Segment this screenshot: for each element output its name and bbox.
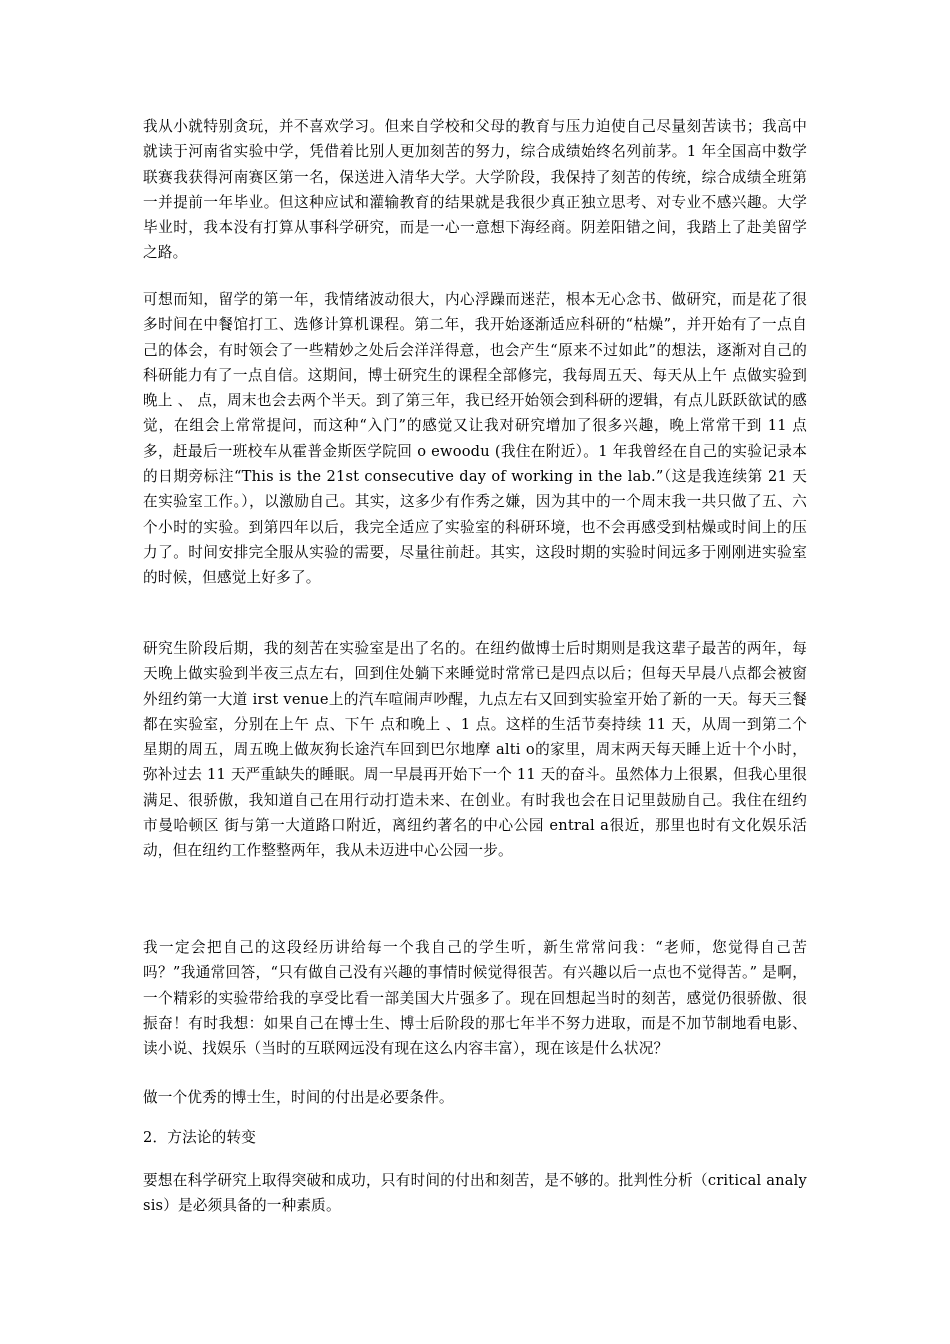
paragraph-students: 我一定会把自己的这段经历讲给每一个我自己的学生听，新生常常问我：“老师，您觉得自己苦吗？”我通常回答，“只有做自己没有兴趣的事情时候觉得很苦。有兴趣以后一点也不觉得苦。” 是啊，一个精彩的实验带给我的享受比看一部美国大片强多了。现在回想起当时的刻苦，感觉仍很骄傲、很振奋！有时我想：如果自己在博士生、博士后阶段的那七年半不努力进取，而是不加节制地看电影、读小说、找娱乐（当时的互联网远没有现在这么内容丰富），现在该是什么状况？ <box>143 939 807 1058</box>
section-heading: 2．方法论的转变 <box>143 1129 257 1146</box>
paragraph-childhood: 我从小就特别贪玩，并不喜欢学习。但来自学校和父母的教育与压力迫使自己尽量刻苦读书；我高中就读于河南省实验中学，凭借着比别人更加刻苦的努力，综合成绩始终名列前茅。1 年全国高中数学联赛我获得河南赛区第一名，保送进入清华大学。大学阶段，我保持了刻苦的传统，综合成绩全班第一并提前一年毕业。但这种应试和灌输教育的结果就是我很少真正独立思考、对专业不感兴趣。大学毕业时，我本没有打算从事科学研究，而是一心一意想下海经商。阴差阳错之间，我踏上了赴美留学之路。 <box>143 118 807 262</box>
paragraph-postdoc: 研究生阶段后期，我的刻苦在实验室是出了名的。在纽约做博士后时期则是我这辈子最苦的两年，每天晚上做实验到半夜三点左右，回到住处躺下来睡觉时常常已是四点以后；但每天早晨八点都会被窗外纽约第一大道 irst venue上的汽车喧闹声吵醒，九点左右又回到实验室开始了新的一天。每天三餐都在实验室，分别在上午 点、下午 点和晚上 、1 点。这样的生活节奏持续 11 天，从周一到第二个星期的周五，周五晚上做灰狗长途汽车回到巴尔地摩 alti o的家里，周末两天每天睡上近十个小时，弥补过去 11 天严重缺失的睡眠。周一早晨再开始下一个 11 天的奋斗。虽然体力上很累，但我心里很满足、很骄傲，我知道自己在用行动打造未来、在创业。有时我也会在日记里鼓励自己。我住在纽约市曼哈顿区 街与第一大道路口附近，离纽约著名的中心公园 entral a很近，那里也时有文化娱乐活动，但在纽约工作整整两年，我从未迈进中心公园一步。 <box>143 640 807 860</box>
paragraph-conclusion: 做一个优秀的博士生，时间的付出是必要条件。 <box>143 1089 454 1106</box>
paragraph-graduate-study: 可想而知，留学的第一年，我情绪波动很大，内心浮躁而迷茫，根本无心念书、做研究，而是花了很多时间在中餐馆打工、选修计算机课程。第二年，我开始逐渐适应科研的“枯燥”，并开始有了一点自己的体会，有时领会了一些精妙之处后会洋洋得意，也会产生“原来不过如此”的想法，逐渐对自己的科研能力有了一点自信。这期间，博士研究生的课程全部修完，我每周五天、每天从上午 点做实验到晚上 、 点，周末也会去两个半天。到了第三年，我已经开始领会到科研的逻辑，有点儿跃跃欲试的感觉，在组会上常常提问，而这种“入门”的感觉又让我对研究增加了很多兴趣，晚上常常干到 11 点多，赶最后一班校车从霍普金斯医学院回 o ewoodu (我住在附近）。1 年我曾经在自己的实验记录本的日期旁标注“This is the 21st consecutive day of working in the lab.”（这是我连续第 21 天在实验室工作。），以激励自己。其实，这多少有作秀之嫌，因为其中的一个周末我一共只做了五、六个小时的实验。到第四年以后，我完全适应了实验室的科研环境，也不会再感受到枯燥或时间上的压力了。时间安排完全服从实验的需要，尽量往前赶。其实，这段时期的实验时间远多于刚刚进实验室的时候，但感觉上好多了。 <box>143 291 807 587</box>
paragraph-critical-analysis: 要想在科学研究上取得突破和成功，只有时间的付出和刻苦，是不够的。批判性分析（critical analysis）是必须具备的一种素质。 <box>143 1172 807 1215</box>
